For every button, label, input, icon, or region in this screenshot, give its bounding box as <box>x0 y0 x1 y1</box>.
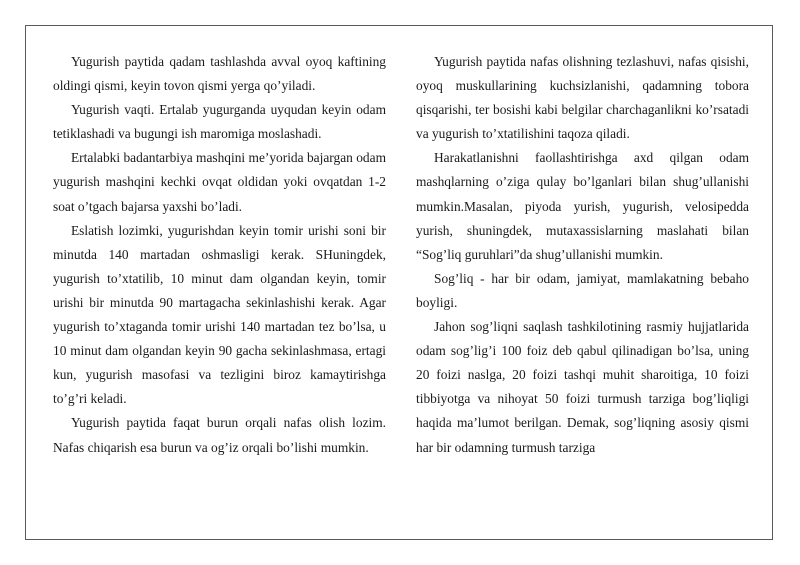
paragraph: Harakatlanishni faollashtirishga axd qilgan odam mashqlarning o’ziga qulay bo’lganlari bilan shug’ullanishi mumkin.Masalan, piyoda yurish, yugurish, velosipedda yurish, shuningdek, mutaxassislarning maslahati bilan “Sog’liq guruhlari”da shug’ullanishi mumkin. <box>416 150 749 262</box>
document-page <box>25 25 773 540</box>
right-text-column <box>416 50 749 460</box>
paragraph: Eslatish lozimki, yugurishdan keyin tomir urishi soni bir minutda 140 martadan oshmasligi kerak. SHuningdek, yugurish to’xtatilib, 10 minut dam olgandan keyin, tomir urishi bir minutda 90 martagacha sekinlashishi kerak. Agar yugurish to’xtaganda tomir urishi 140 martadan tez bo’lsa, u 10 minut dam olgandan keyin 90 gacha sekinlashmasa, ertagi kun, yugurish masofasi va tezligini biroz kamaytirishga to’g’ri keladi. <box>53 222 386 407</box>
paragraph: Jahon sog’liqni saqlash tashkilotining rasmiy hujjatlarida odam sog’lig’i 100 foiz deb qabul qilinadigan bo’lsa, uning 20 foizi naslga, 20 foizi tashqi muhit sharoitiga, 10 foizi tibbiyotga va nihoyat 50 foizi turmush tarziga bog’liqligi haqida ma’lumot berilgan. Demak, sog’liqning asosiy qismi har bir odamning turmush tarziga <box>416 319 749 455</box>
left-text-column <box>53 50 386 460</box>
paragraph: Sog’liq - har bir odam, jamiyat, mamlakatning bebaho boyligi. <box>416 270 749 310</box>
paragraph: Yugurish paytida qadam tashlashda avval oyoq kaftining oldingi qismi, keyin tovon qismi yerga qo’yiladi. <box>53 54 386 94</box>
paragraph: Yugurish paytida faqat burun orqali nafas olish lozim. Nafas chiqarish esa burun va og’iz orqali bo’lishi mumkin. <box>53 415 386 455</box>
paragraph: Yugurish paytida nafas olishning tezlashuvi, nafas qisishi, oyoq muskullarining kuchsizlanishi, qadamning tobora qisqarishi, ter bosishi kabi belgilar charchaganlikni ko’rsatadi va yugurish to’xtatilishini taqoza qiladi. <box>416 54 749 142</box>
paragraph: Yugurish vaqti. Ertalab yugurganda uyqudan keyin odam tetiklashadi va bugungi ish maromiga moslashadi. <box>53 102 386 142</box>
paragraph: Ertalabki badantarbiya mashqini me’yorida bajargan odam yugurish mashqini kechki ovqat oldidan yoki ovqatdan 1-2 soat o’tgach bajarsa yaxshi bo’ladi. <box>53 150 386 214</box>
